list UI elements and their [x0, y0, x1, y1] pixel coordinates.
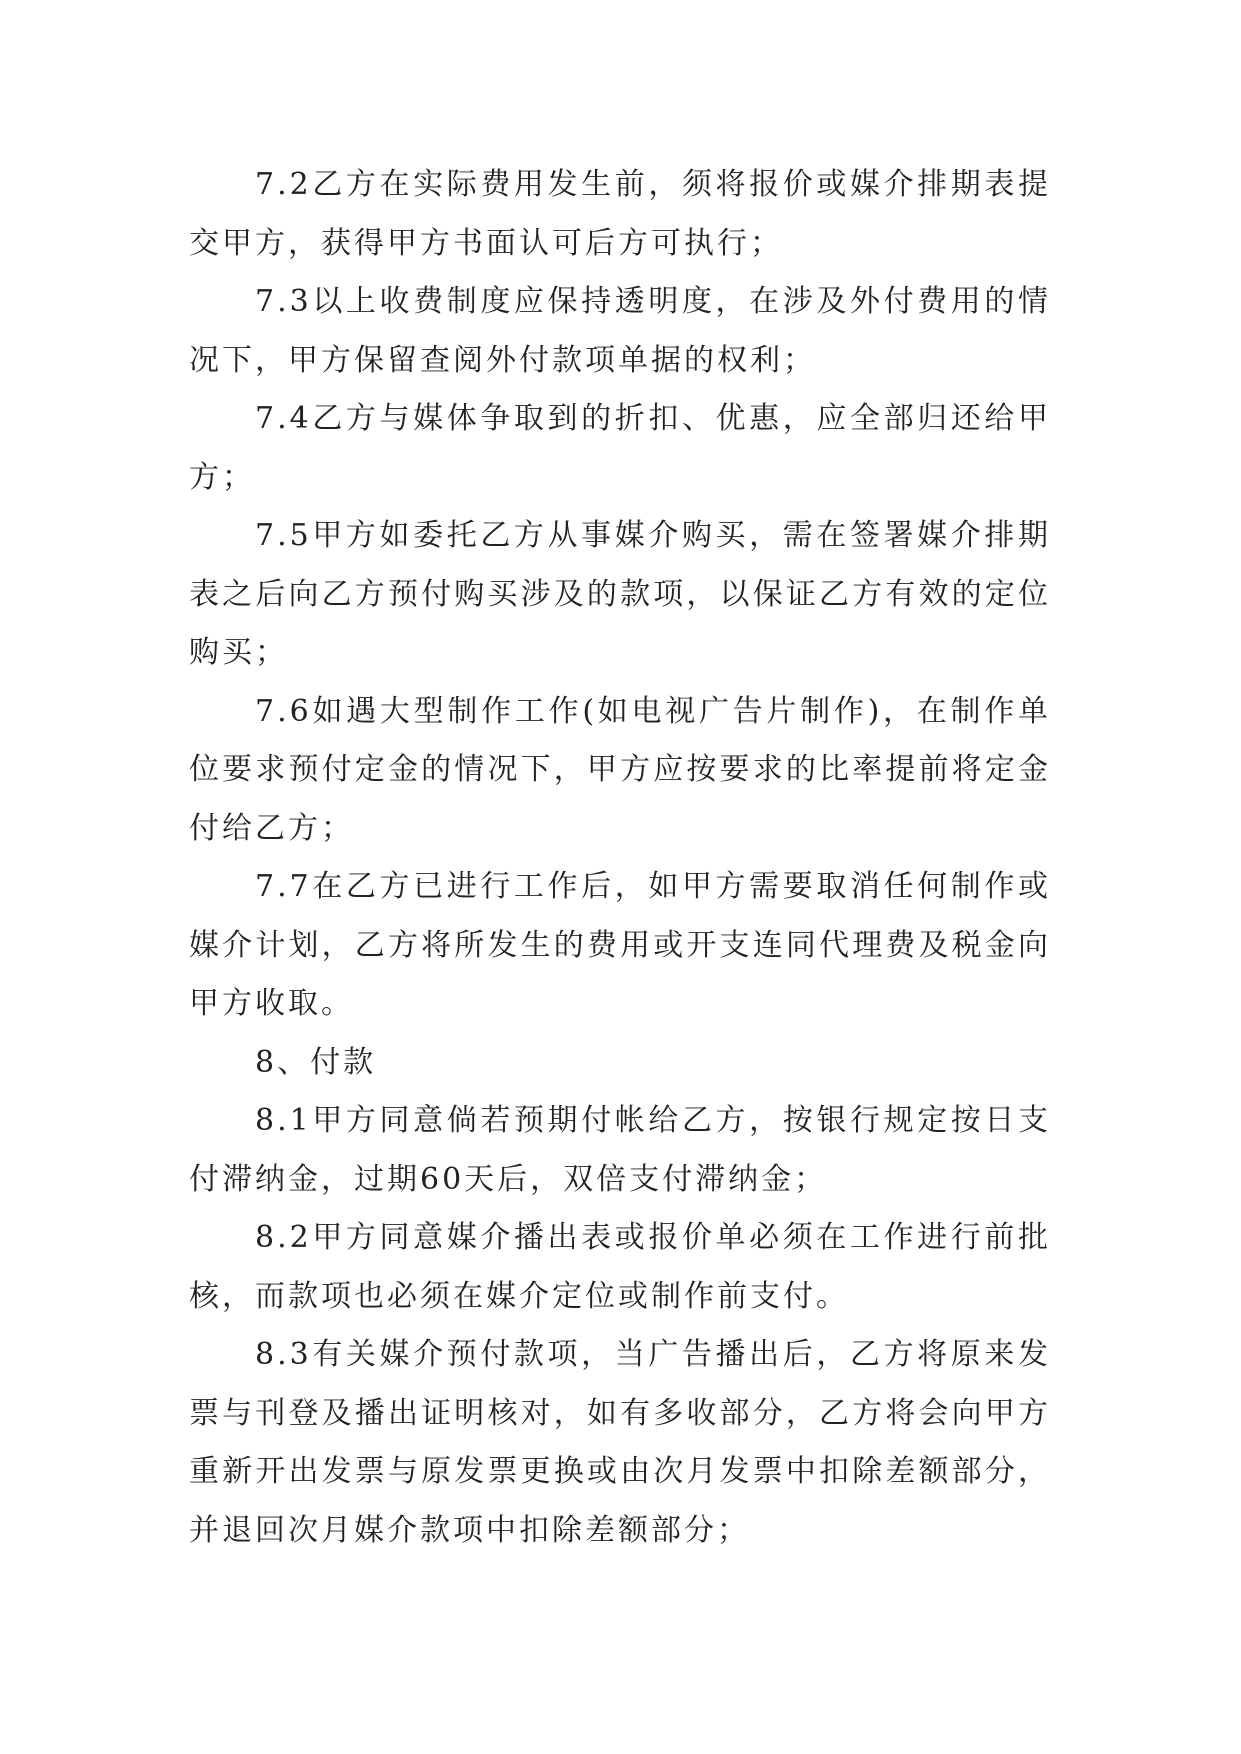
paragraph-7-2: 7.2乙方在实际费用发生前，须将报价或媒介排期表提交甲方，获得甲方书面认可后方可执行； — [189, 167, 1051, 261]
paragraph-7-3: 7.3以上收费制度应保持透明度，在涉及外付费用的情况下，甲方保留查阅外付款项单据的权利； — [189, 284, 1051, 378]
paragraph-8-1: 8.1甲方同意倘若预期付帐给乙方，按银行规定按日支付滞纳金，过期60天后，双倍支付滞纳金； — [189, 1103, 1051, 1197]
paragraph-7-6: 7.6如遇大型制作工作(如电视广告片制作)，在制作单位要求预付定金的情况下，甲方应按要求的比率提前将定金付给乙方； — [189, 693, 1051, 846]
section-heading-8: 8、付款 — [255, 1044, 377, 1080]
paragraph-7-5: 7.5甲方如委托乙方从事媒介购买，需在签署媒介排期表之后向乙方预付购买涉及的款项，以保证乙方有效的定位购买； — [189, 518, 1051, 670]
paragraph-8-3: 8.3有关媒介预付款项，当广告播出后，乙方将原来发票与刊登及播出证明核对，如有多收部分，乙方将会向甲方重新开出发票与原发票更换或由次月发票中扣除差额部分，并退回次月媒介款项中扣除差额部分； — [189, 1337, 1051, 1548]
paragraph-7-7: 7.7在乙方已进行工作后，如甲方需要取消任何制作或媒介计划，乙方将所发生的费用或开支连同代理费及税金向甲方收取。 — [189, 869, 1051, 1021]
paragraph-8-2: 8.2甲方同意媒介播出表或报价单必须在工作进行前批核，而款项也必须在媒介定位或制作前支付。 — [189, 1220, 1051, 1314]
document-body — [189, 156, 1051, 1560]
paragraph-7-4: 7.4乙方与媒体争取到的折扣、优惠，应全部归还给甲方； — [189, 401, 1051, 495]
